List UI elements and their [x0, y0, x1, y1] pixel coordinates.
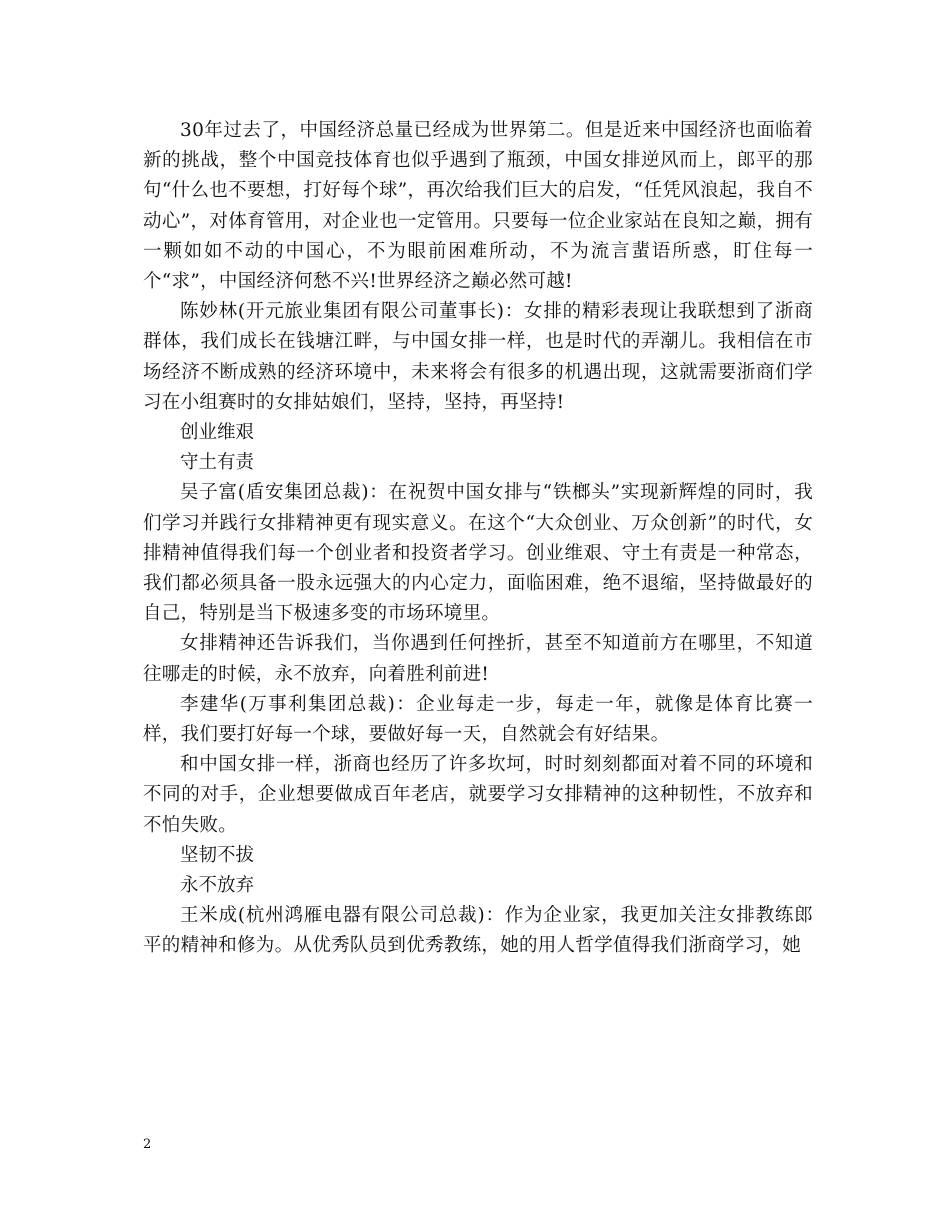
paragraph-chen-miaolin: 陈妙林(开元旅业集团有限公司董事长)：女排的精彩表现让我联想到了浙商群体，我们成长在钱塘江畔，与中国女排一样，也是时代的弄潮儿。我相信在市场经济不断成熟的经济环境中，未来将会有很多的机遇出现，这就需要浙商们学习在小组赛时的女排姑娘们，坚持，坚持，再坚持! — [143, 301, 813, 413]
section-heading-4: 永不放弃 — [180, 875, 255, 897]
paragraph-li-jianhua: 李建华(万事利集团总裁)：企业每走一步，每走一年，就像是体育比赛一样，我们要打好每一个球，要做好每一天，自然就会有好结果。 — [143, 693, 813, 746]
body-text — [143, 116, 813, 962]
paragraph-wu-zifu: 吴子富(盾安集团总裁)：在祝贺中国女排与“铁榔头”实现新辉煌的同时，我们学习并践行女排精神更有现实意义。在这个“大众创业、万众创新”的时代，女排精神值得我们每一个创业者和投资者学习。创业维艰、守土有责是一种常态，我们都必须具备一股永远强大的内心定力，面临困难，绝不退缩，坚持做最好的自己，特别是当下极速多变的市场环境里。 — [143, 482, 813, 625]
section-heading-3: 坚韧不拔 — [180, 844, 255, 866]
paragraph-zhejiang-merchants: 和中国女排一样，浙商也经历了许多坎坷，时时刻刻都面对着不同的环境和不同的对手，企业想要做成百年老店，就要学习女排精神的这种韧性，不放弃和不怕失败。 — [143, 754, 813, 836]
paragraph-never-give-up: 女排精神还告诉我们，当你遇到任何挫折，甚至不知道前方在哪里，不知道往哪走的时候，永不放弃，向着胜利前进! — [143, 633, 813, 685]
section-heading-1: 创业维艰 — [180, 422, 255, 444]
paragraph-wang-micheng: 王米成(杭州鸿雁电器有限公司总裁)：作为企业家，我更加关注女排教练郎平的精神和修为。从优秀队员到优秀教练，她的用人哲学值得我们浙商学习，她 — [143, 905, 813, 957]
section-heading-2: 守土有责 — [180, 452, 255, 474]
page-number: 2 — [143, 1137, 152, 1152]
paragraph-economy: 30年过去了，中国经济总量已经成为世界第二。但是近来中国经济也面临着新的挑战，整个中国竞技体育也似乎遇到了瓶颈，中国女排逆风而上，郎平的那句“什么也不要想，打好每个球”，再次给我们巨大的启发，“任凭风浪起，我自不动心”，对体育管用，对企业也一定管用。只要每一位企业家站在良知之巅，拥有一颗如如不动的中国心，不为眼前困难所动，不为流言蜚语所惑，盯住每一个“求”，中国经济何愁不兴!世界经济之巅必然可越! — [143, 120, 813, 293]
